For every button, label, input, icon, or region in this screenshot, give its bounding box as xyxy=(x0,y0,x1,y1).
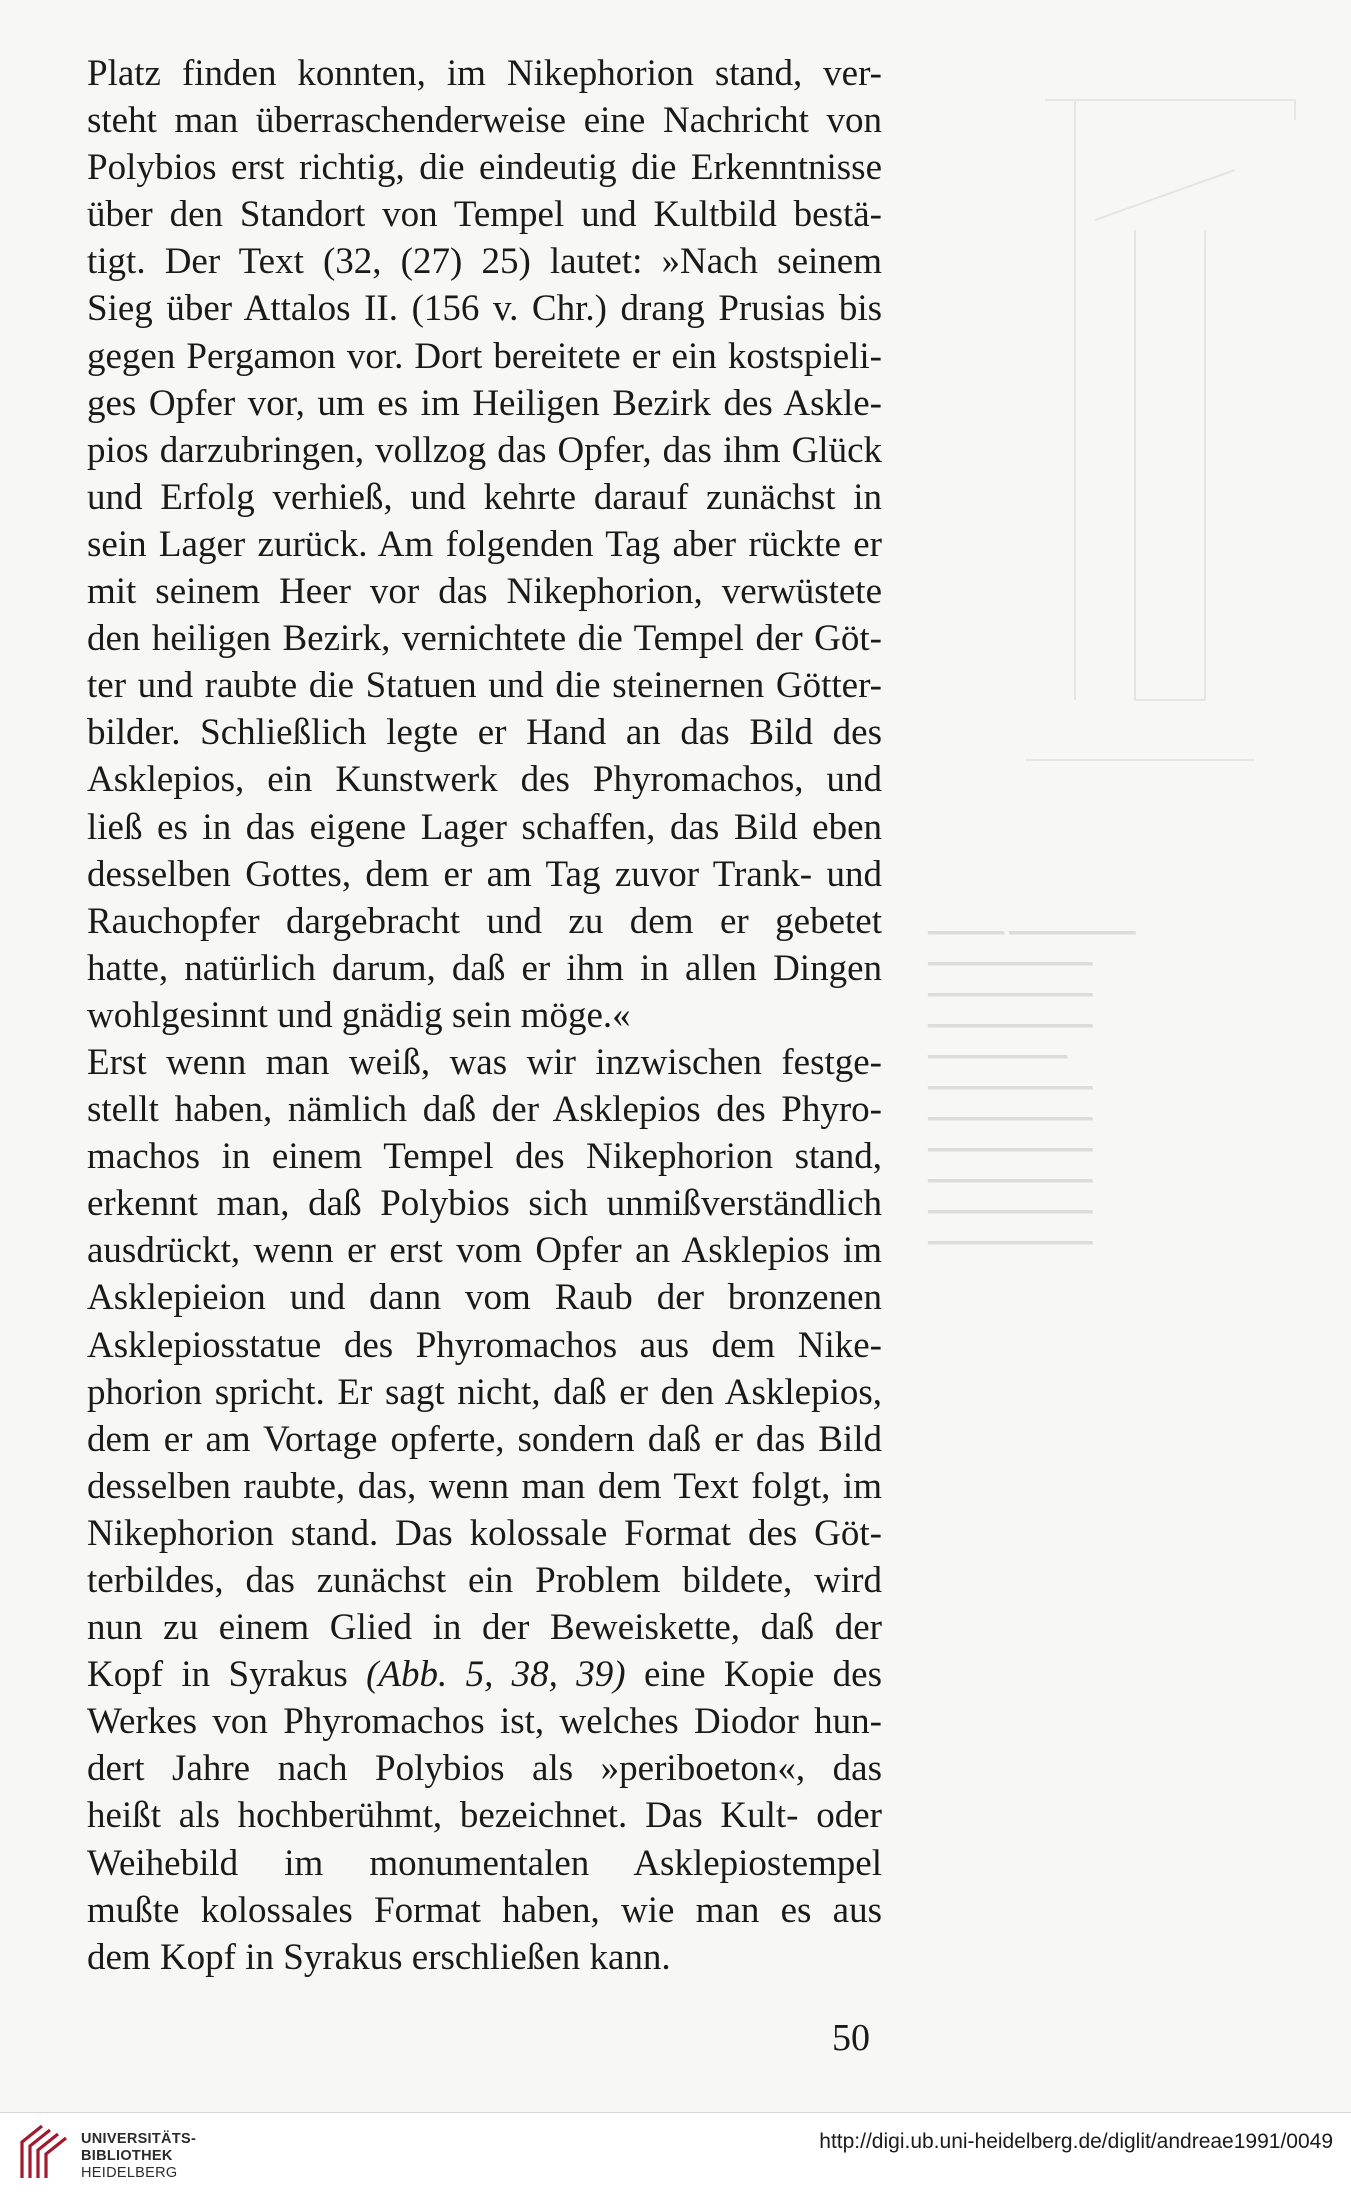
text-line: desselben raubte, das, wenn man dem Text folgt, im xyxy=(87,1465,882,1507)
page-number: 50 xyxy=(832,2017,870,2059)
text-line: Werkes von Phyromachos ist, welches Diodor hun- xyxy=(87,1701,882,1743)
text-line: dert Jahre nach Polybios als »periboeton«, das xyxy=(87,1748,882,1790)
text-line: sein Lager zurück. Am folgenden Tag aber rückte er xyxy=(87,523,882,565)
text-line: erkennt man, daß Polybios sich unmißverständlich xyxy=(87,1183,882,1225)
text-line: pios darzubringen, vollzog das Opfer, das ihm Glück xyxy=(87,429,882,471)
text-line: wohlgesinnt und gnädig sein möge.« xyxy=(87,994,631,1036)
text-line: mußte kolossales Format haben, wie man es aus xyxy=(87,1889,882,1931)
text-line: Weihebild im monumentalen Asklepiostempel xyxy=(87,1842,882,1884)
text-line: über den Standort von Tempel und Kultbild bestä- xyxy=(87,194,882,236)
text-line: stellt haben, nämlich daß der Asklepios des Phyro- xyxy=(87,1089,882,1131)
text-line: ges Opfer vor, um es im Heiligen Bezirk des Askle- xyxy=(87,382,882,424)
library-name-line2: BIBLIOTHEK xyxy=(81,2148,173,2164)
library-name-line1: UNIVERSITÄTS- xyxy=(81,2131,197,2147)
text-line: bilder. Schließlich legte er Hand an das Bild des xyxy=(87,712,882,754)
body-text xyxy=(87,50,882,1981)
text-line: den heiligen Bezirk, vernichtete die Tempel der Göt- xyxy=(87,618,882,660)
text-line: Sieg über Attalos II. (156 v. Chr.) drang Prusias bis xyxy=(87,288,882,330)
text-line: ausdrückt, wenn er erst vom Opfer an Asklepios im xyxy=(87,1230,882,1272)
text-line: Rauchopfer dargebracht und zu dem er gebetet xyxy=(87,900,882,942)
text-line: nun zu einem Glied in der Beweiskette, daß der xyxy=(87,1607,882,1649)
text-line: ließ es in das eigene Lager schaffen, das Bild eben xyxy=(87,806,882,848)
text-line: terbildes, das zunächst ein Problem bildete, wird xyxy=(87,1560,882,1601)
text-line: phorion spricht. Er sagt nicht, daß er den Asklepios, xyxy=(87,1371,882,1413)
text-line: desselben Gottes, dem er am Tag zuvor Trank- und xyxy=(87,853,882,895)
library-name xyxy=(81,2131,196,2182)
text-line: dem Kopf in Syrakus erschließen kann. xyxy=(87,1936,671,1978)
figure-reference: (Abb. 5, 38, 39) xyxy=(366,1654,626,1696)
source-url-link[interactable]: http://digi.ub.uni-heidelberg.de/diglit/andreae1991/0049 xyxy=(819,2130,1333,2153)
text-line: Nikephorion stand. Das kolossale Format des Göt- xyxy=(87,1512,882,1554)
text-line: Asklepiosstatue des Phyromachos aus dem Nike- xyxy=(87,1324,882,1366)
text-line: steht man überraschenderweise eine Nachricht von xyxy=(87,100,882,142)
text-line: und Erfolg verhieß, und kehrte darauf zunächst in xyxy=(87,476,882,518)
text-line: machos in einem Tempel des Nikephorion stand, xyxy=(87,1136,882,1178)
text-line: ter und raubte die Statuen und die steinernen Götter- xyxy=(87,665,882,707)
text-line: gegen Pergamon vor. Dort bereitete er ein kostspieli- xyxy=(87,335,882,377)
text-line: Asklepieion und dann vom Raub der bronzenen xyxy=(87,1277,882,1319)
text-line: Kopf in Syrakus (Abb. 5, 38, 39) eine Kopie des xyxy=(87,1654,883,1696)
text-line: heißt als hochberühmt, bezeichnet. Das Kult- oder xyxy=(87,1795,882,1837)
footer-bar xyxy=(0,2112,1351,2209)
text-line: mit seinem Heer vor das Nikephorion, verwüstete xyxy=(87,571,882,613)
library-name-line3: HEIDELBERG xyxy=(81,2165,178,2181)
text-line: tigt. Der Text (32, (27) 25) lautet: »Nach seinem xyxy=(87,241,882,283)
text-line: hatte, natürlich darum, daß er ihm in allen Dingen xyxy=(87,947,882,989)
text-line: Erst wenn man weiß, was wir inzwischen festge- xyxy=(87,1041,882,1083)
text-line: Polybios erst richtig, die eindeutig die Erkenntnisse xyxy=(87,147,882,189)
text-line: Platz finden konnten, im Nikephorion stand, ver- xyxy=(87,53,882,94)
bleed-through-caption: ━━━━━━━━━━ ━━━━━━ ━━━━━━━━━━━━━ ━━━━━━━━━━━━━ ━━━━━━━━━━━━━ ━━━━━━━━━━━ ━━━━━━━━━━━━━ ━━━━━━━━━━━━━ ━━━━━━━━━━━━━ ━━━━━━━━━━━━━ ━━━━━━━━━━━━━ ━━━━━━━━━━━━━ xyxy=(930,921,1138,1255)
library-logo-icon xyxy=(14,2120,74,2184)
text-line: dem er am Vortage opferte, sondern daß er das Bild xyxy=(87,1418,882,1460)
text-line: Asklepios, ein Kunstwerk des Phyromachos, und xyxy=(87,759,882,801)
